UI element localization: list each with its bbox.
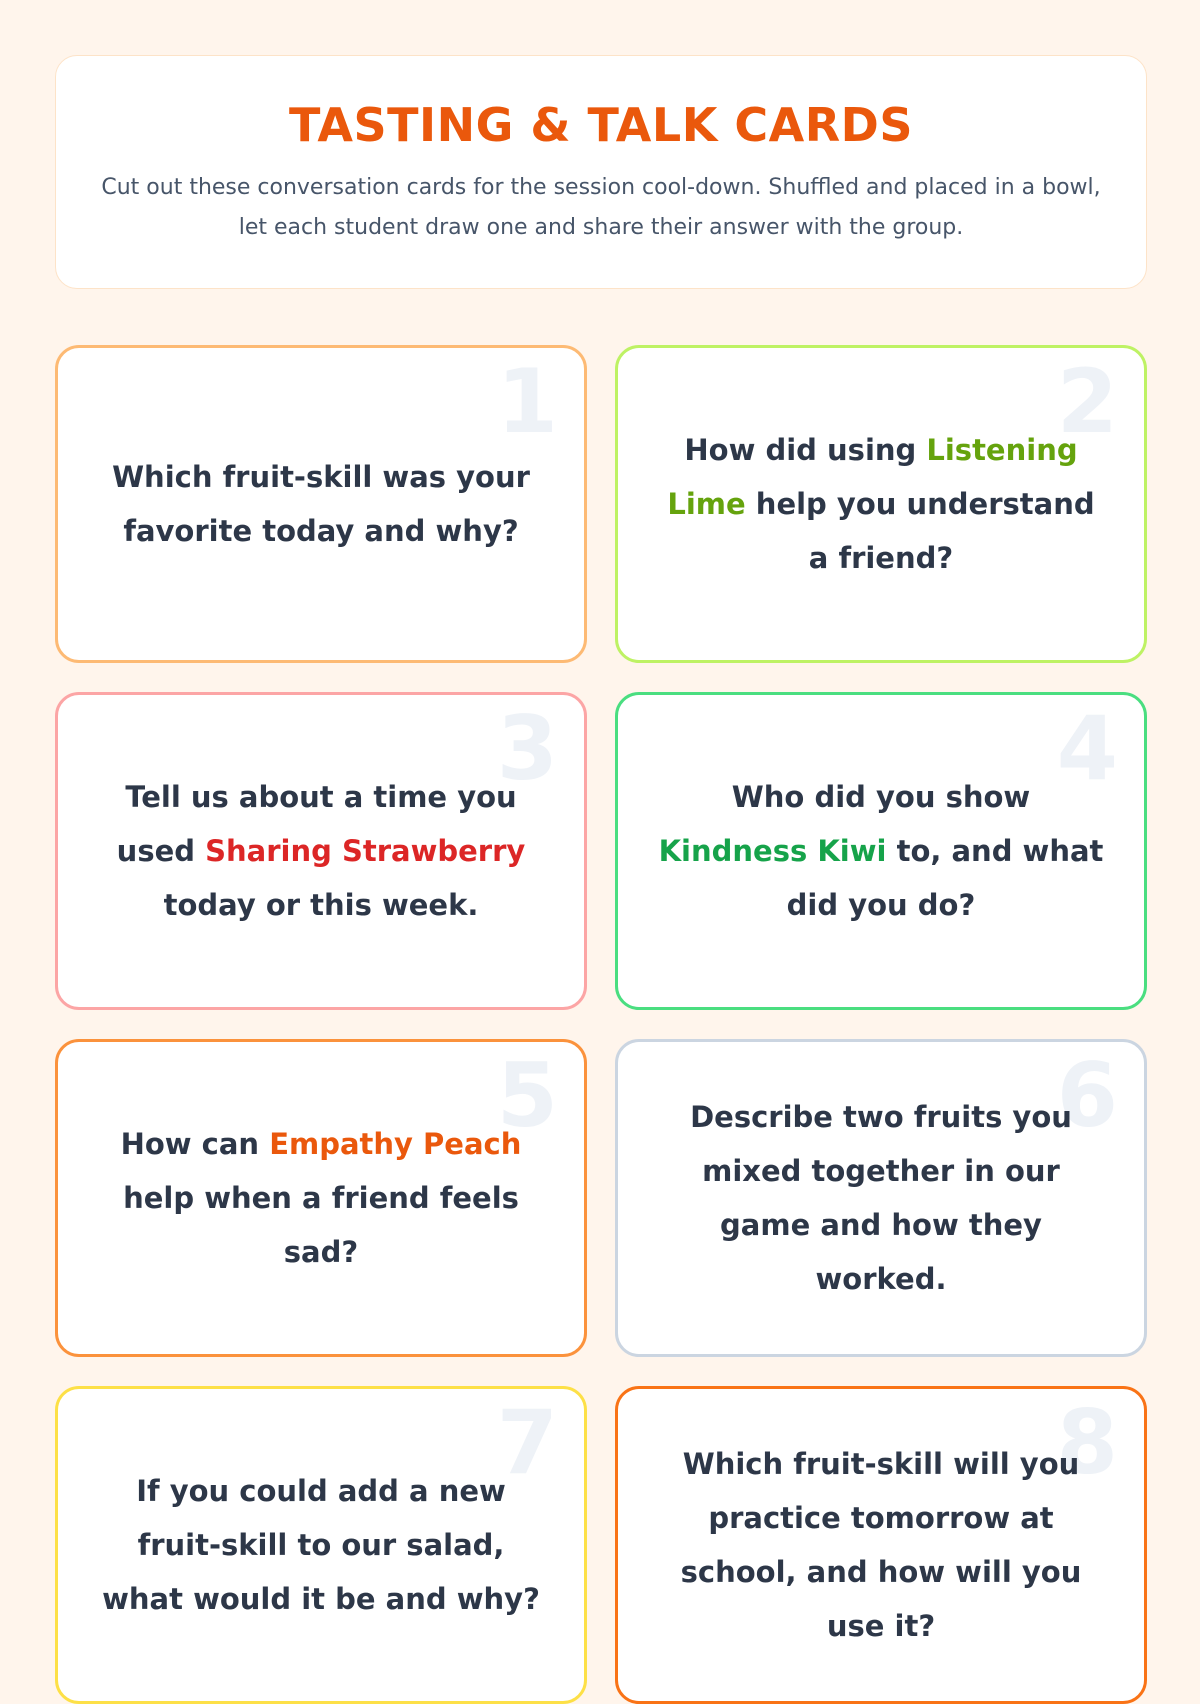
card-number: 4 bbox=[1056, 697, 1118, 800]
question-text: How did using bbox=[684, 433, 927, 467]
talk-card-8 bbox=[615, 1386, 1147, 1704]
card-number: 8 bbox=[1056, 1391, 1118, 1494]
card-question bbox=[94, 348, 548, 660]
card-question bbox=[654, 1389, 1108, 1701]
card-question bbox=[94, 1042, 548, 1354]
question-text: Describe two fruits you mixed together in our game and how they worked. bbox=[690, 1100, 1072, 1296]
talk-card-3 bbox=[55, 692, 587, 1010]
question-text: help when a friend feels sad? bbox=[123, 1181, 519, 1269]
question-text: today or this week. bbox=[163, 888, 479, 922]
question-text: help you understand a friend? bbox=[745, 487, 1095, 575]
card-question bbox=[654, 695, 1108, 1007]
talk-card-4 bbox=[615, 692, 1147, 1010]
talk-card-7 bbox=[55, 1386, 587, 1704]
talk-card-1 bbox=[55, 345, 587, 663]
card-number: 7 bbox=[496, 1391, 558, 1494]
page-description: Cut out these conversation cards for the session cool-down. Shuffled and placed in a bowl, let each student draw one and share their answer with the group. bbox=[101, 175, 1101, 240]
talk-card-5 bbox=[55, 1039, 587, 1357]
question-text: If you could add a bbox=[136, 1474, 439, 1508]
card-question bbox=[654, 1042, 1108, 1354]
question-text: Tell us about a time you used bbox=[116, 780, 517, 868]
question-text: Who did you show bbox=[731, 780, 1031, 814]
card-number: 1 bbox=[496, 350, 558, 453]
card-number: 3 bbox=[496, 697, 558, 800]
question-text: to our salad, what would it be and why? bbox=[102, 1528, 540, 1616]
card-question bbox=[94, 1389, 548, 1701]
page-title: TASTING & TALK CARDS bbox=[289, 98, 913, 152]
card-question bbox=[94, 695, 548, 1007]
skill-highlight: Kindness Kiwi bbox=[658, 834, 887, 868]
card-question bbox=[654, 348, 1108, 660]
card-number: 6 bbox=[1056, 1044, 1118, 1147]
header-card bbox=[55, 55, 1147, 289]
talk-card-6 bbox=[615, 1039, 1147, 1357]
question-text: to, and what did you do? bbox=[786, 834, 1104, 922]
talk-card-2 bbox=[615, 345, 1147, 663]
bold-phrase: new fruit-skill bbox=[137, 1474, 506, 1562]
card-number: 5 bbox=[496, 1044, 558, 1147]
skill-highlight: Empathy Peach bbox=[269, 1127, 522, 1161]
skill-highlight: Sharing Strawberry bbox=[205, 834, 526, 868]
question-text: How can bbox=[120, 1127, 270, 1161]
question-text: Which fruit-skill was your favorite today and why? bbox=[112, 460, 530, 548]
skill-highlight: Listening Lime bbox=[667, 433, 1078, 521]
card-number: 2 bbox=[1056, 350, 1118, 453]
question-text: Which fruit-skill will you practice tomorrow at school, and how will you use it? bbox=[680, 1447, 1082, 1643]
